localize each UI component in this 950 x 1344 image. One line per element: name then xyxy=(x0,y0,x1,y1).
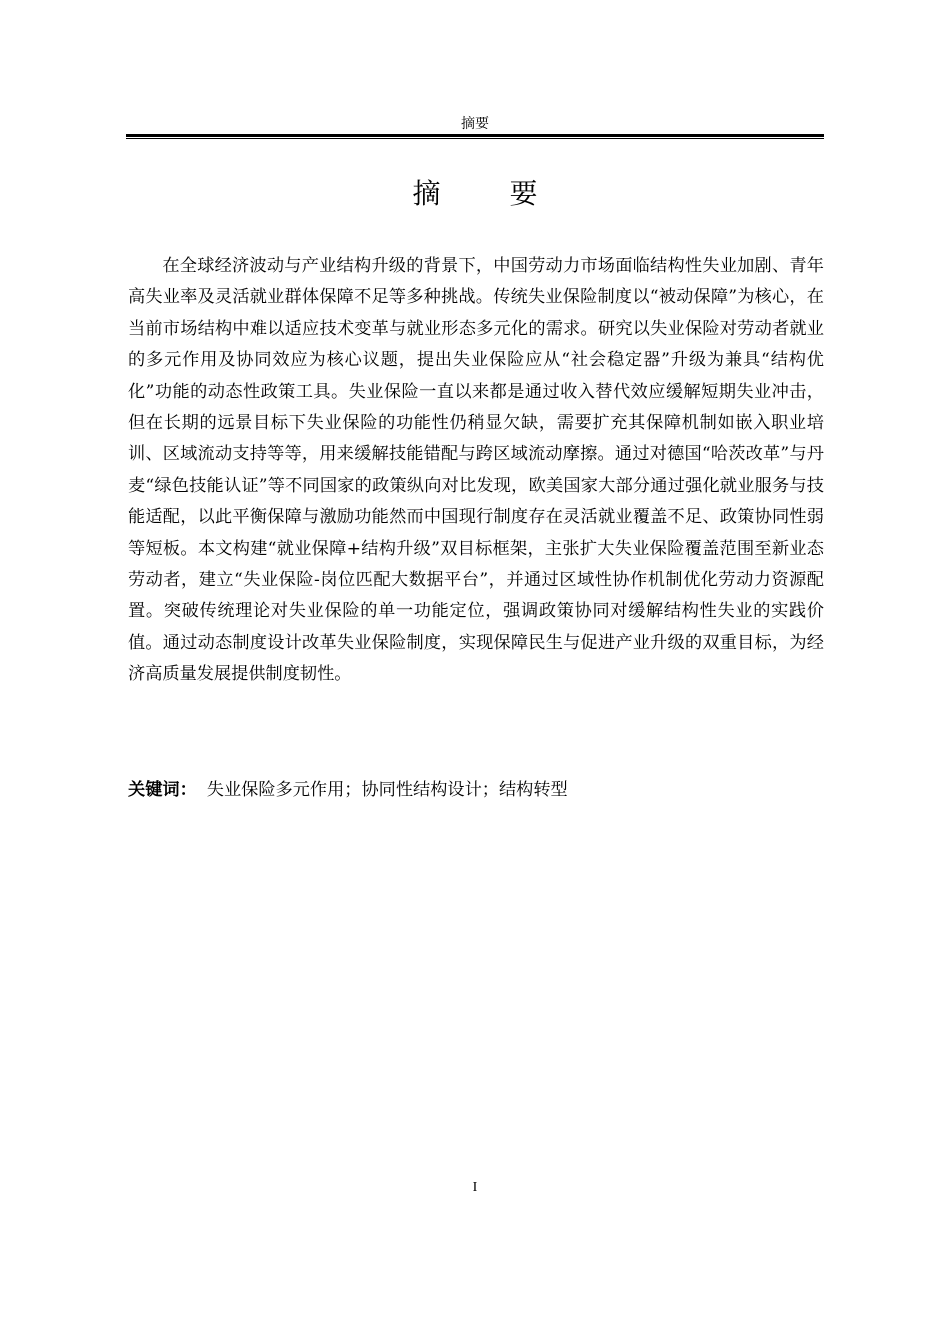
running-header: 摘要 xyxy=(461,116,489,132)
abstract-paragraph: 在全球经济波动与产业结构升级的背景下，中国劳动力市场面临结构性失业加剧、青年高失业率及灵活就业群体保障不足等多种挑战。传统失业保险制度以“被动保障”为核心，在当前市场结构中难以适应技术变革与就业形态多元化的需求。研究以失业保险对劳动者就业的多元作用及协同效应为核心议题，提出失业保险应从“社会稳定器”升级为兼具“结构优化”功能的动态性政策工具。失业保险一直以来都是通过收入替代效应缓解短期失业冲击，但在长期的远景目标下失业保险的功能性仍稍显欠缺，需要扩充其保障机制如嵌入职业培训、区域流动支持等等，用来缓解技能错配与跨区域流动摩擦。通过对德国“哈茨改革”与丹麦“绿色技能认证”等不同国家的政策纵向对比发现，欧美国家大部分通过强化就业服务与技能适配，以此平衡保障与激励功能然而中国现行制度存在灵活就业覆盖不足、政策协同性弱等短板。本文构建“就业保障+结构升级”双目标框架，主张扩大失业保险覆盖范围至新业态劳动者，建立“失业保险-岗位匹配大数据平台”，并通过区域性协作机制优化劳动力资源配置。突破传统理论对失业保险的单一功能定位，强调政策协同对缓解结构性失业的实践价值。通过动态制度设计改革失业保险制度，实现保障民生与促进产业升级的双重目标，为经济高质量发展提供制度韧性。 xyxy=(128,256,824,685)
header-rule-thin-line xyxy=(126,138,824,139)
header-rule-thick-line xyxy=(126,134,824,137)
header-rule xyxy=(126,134,824,140)
page-title: 摘 要 xyxy=(412,177,568,210)
keywords-label: 关键词： xyxy=(128,780,197,800)
keywords-values: 失业保险多元作用；协同性结构设计；结构转型 xyxy=(206,780,568,800)
keywords-line xyxy=(128,776,824,804)
page-number: I xyxy=(472,1180,478,1195)
